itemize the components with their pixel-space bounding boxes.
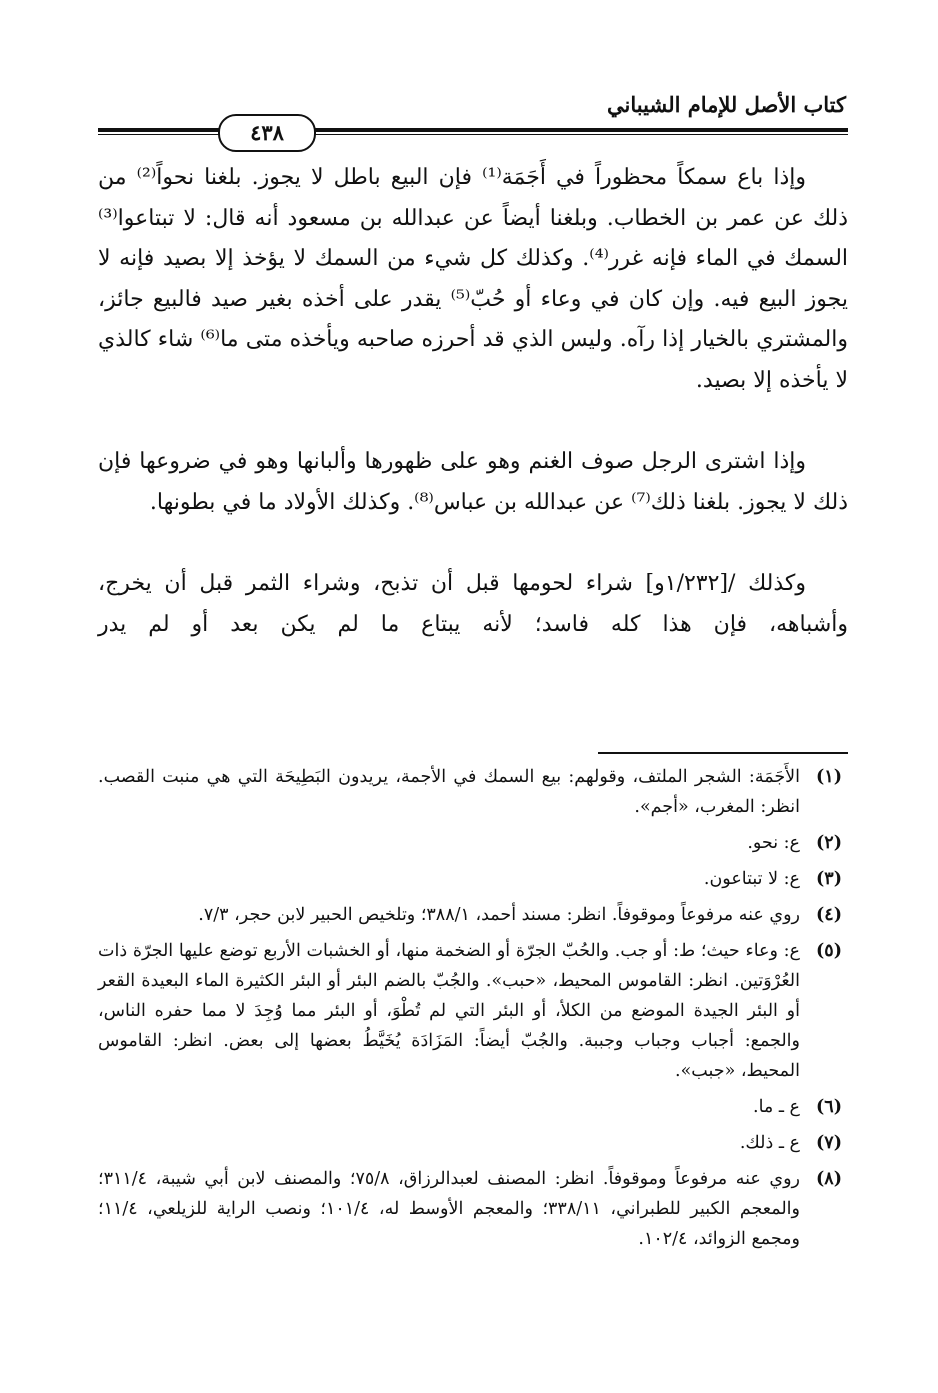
footnote-number: (٥) bbox=[816, 941, 842, 961]
footnote-text: روي عنه مرفوعاً وموقوفاً. انظر: مسند أحمد، ٣٨٨/١؛ وتلخيص الحبير لابن حجر، ٧/٣. bbox=[198, 905, 800, 925]
footnote-text: ع: لا تبتاعون. bbox=[703, 869, 800, 889]
paragraph: وإذا اشترى الرجل صوف الغنم وهو على ظهورها وألبانها وهو في ضروعها فإن ذلك لا يجوز. بلغنا ذلك⁽⁷⁾ عن عبدالله بن عباس⁽⁸⁾. وكذلك الأولاد ما في بطونها. bbox=[98, 449, 848, 515]
footnote-number: (٤) bbox=[816, 905, 842, 925]
paragraph: وكذلك /[١/٢٣٢و] شراء لحومها قبل أن تذبح، وشراء الثمر قبل أن يخرج، وأشباهه، فإن هذا كله فاسد؛ لأنه يبتاع ما لم يكن بعد أو لم يدر bbox=[98, 571, 848, 637]
footnote-item bbox=[98, 1092, 850, 1122]
footnote-item bbox=[98, 762, 850, 822]
footnote-number: (١) bbox=[816, 767, 842, 787]
footnote-item bbox=[98, 828, 850, 858]
footnotes bbox=[98, 762, 850, 1254]
footnote-number: (٢) bbox=[816, 833, 842, 853]
footnote-text: الأَجَمَة: الشجر الملتف، وقولهم: بيع السمك في الأجمة، يريدون البَطِيحَة التي هي منبت القصب. انظر: المغرب، «أجم». bbox=[98, 767, 800, 817]
footnote-number: (٣) bbox=[816, 869, 842, 889]
paragraph: وإذا باع سمكاً محظوراً في أَجَمَة⁽¹⁾ فإن البيع باطل لا يجوز. بلغنا نحواً⁽²⁾ من ذلك عن عمر بن الخطاب. وبلغنا أيضاً عن عبدالله بن مسعود أنه قال: لا تبتاعوا⁽³⁾ السمك في الماء فإنه غرر⁽⁴⁾. وكذلك كل شيء من السمك لا يؤخذ إلا بصيد فإنه لا يجوز البيع فيه. وإن كان في وعاء أو حُبّ⁽⁵⁾ يقدر على أخذه بغير صيد فالبيع جائز، والمشتري بالخيار إذا رآه. وليس الذي قد أحرزه صاحبه ويأخذه متى ما⁽⁶⁾ شاء كالذي لا يأخذه إلا بصيد. bbox=[98, 165, 849, 393]
footnote-text: روي عنه مرفوعاً وموقوفاً. انظر: المصنف لعبدالرزاق، ٧٥/٨؛ والمصنف لابن أبي شيبة، ٣١١/٤؛ والمعجم الكبير للطبراني، ٣٣٨/١١؛ والمعجم الأوسط له، ١٠١/٤؛ ونصب الراية للزيلعي، ١١/٤؛ ومجمع الزوائد، ١٠٢/٤. bbox=[98, 1169, 800, 1249]
page-header bbox=[98, 92, 848, 145]
footnote-text: ع ـ ما. bbox=[753, 1097, 800, 1117]
page-number-badge: ٤٣٨ bbox=[218, 114, 316, 152]
footnote-text: ع: نحو. bbox=[747, 833, 800, 853]
footnote-item bbox=[98, 1128, 850, 1158]
header-rule-thin bbox=[98, 134, 848, 135]
footnote-separator bbox=[598, 752, 848, 754]
footnote-item bbox=[98, 1164, 850, 1254]
book-title: كتاب الأصل للإمام الشيباني bbox=[607, 92, 846, 117]
header-rule bbox=[98, 128, 848, 132]
footnote-number: (٨) bbox=[816, 1169, 842, 1189]
footnote-number: (٧) bbox=[816, 1133, 842, 1153]
footnote-text: ع ـ ذلك. bbox=[739, 1133, 800, 1153]
footnote-item bbox=[98, 864, 850, 894]
footnote-item bbox=[98, 936, 850, 1086]
footnote-item bbox=[98, 900, 850, 930]
footnote-text: ع: وعاء حيث؛ ط: أو جب. والحُبّ الجرّة أو الضخمة منها، أو الخشبات الأربع توضع عليها الجرّة ذات العُرْوَتين. انظر: القاموس المحيط، «حبب». والجُبّ بالضم البئر أو البئر الكثيرة الماء البعيدة القعر أو البئر الجيدة الموضع من الكلأ، أو البئر التي لم تُطْوَ، أو البئر مما وُجِدَ لا مما حفره الناس، والجمع: أجباب وجباب وجببة. والجُبّ أيضاً: المَزَادَة يُخَيَّطُ بعضها إلى بعض. انظر: القاموس المحيط، «جبب». bbox=[98, 941, 800, 1081]
main-text bbox=[98, 158, 848, 645]
footnote-number: (٦) bbox=[816, 1097, 842, 1117]
